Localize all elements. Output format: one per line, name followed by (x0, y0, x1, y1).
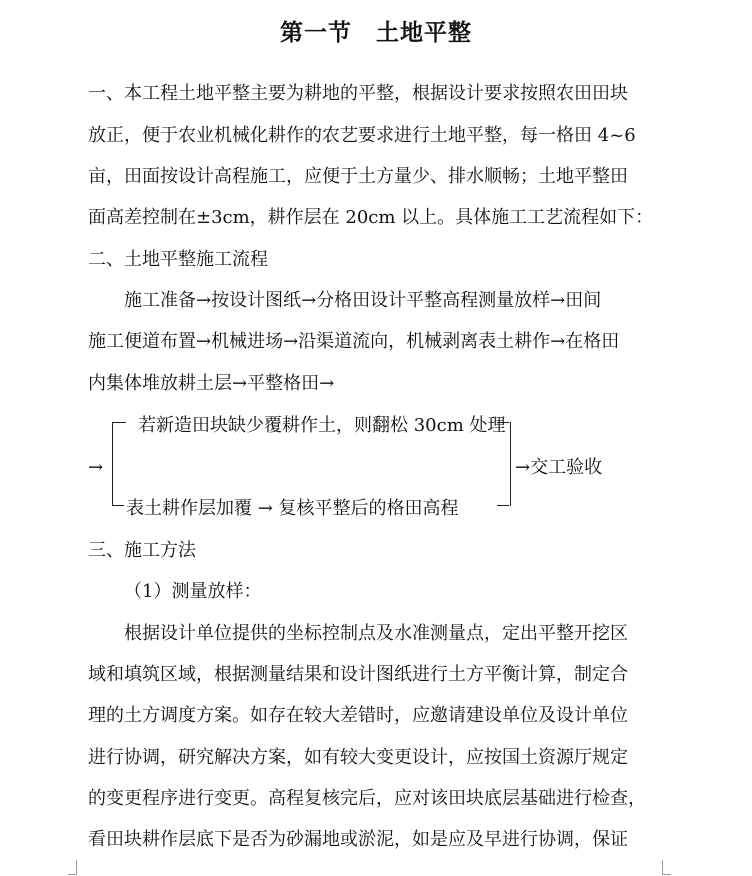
paragraph-line: 亩，田面按设计高程施工，应便于土方量少、排水顺畅；土地平整田 (88, 166, 628, 187)
flow-branch-bottom: 表土耕作层加覆 → 复核平整后的格田高程 (126, 498, 459, 519)
margin-corner-mark-right (662, 860, 671, 875)
section-heading: 三、施工方法 (88, 540, 196, 561)
flow-exit: →交工验收 (515, 457, 603, 478)
paragraph-line: 理的土方调度方案。如存在较大差错时，应邀请建设单位及设计单位 (88, 705, 628, 726)
paragraph-line: 施工便道布置→机械进场→沿渠道流向，机械剥离表土耕作→在格田 (88, 331, 620, 352)
paragraph-line: 面高差控制在±3cm，耕作层在 20cm 以上。具体施工工艺流程如下： (88, 207, 654, 228)
section-heading: 二、土地平整施工流程 (88, 249, 268, 270)
paragraph-line: 域和填筑区域，根据测量结果和设计图纸进行土方平衡计算，制定合 (88, 664, 628, 685)
paragraph-line: 看田块耕作层底下是否为砂漏地或淤泥，如是应及早进行协调，保证 (88, 829, 628, 850)
paragraph-line: 根据设计单位提供的坐标控制点及水准测量点，定出平整开挖区 (124, 623, 628, 644)
margin-corner-mark-left (68, 860, 77, 875)
bracket-tick-bottom-right (497, 505, 509, 506)
paragraph-line: 进行协调，研究解决方案，如有较大变更设计，应按国土资源厅规定 (88, 747, 628, 768)
flow-branch-top: 若新造田块缺少覆耕作土，则翻松 30cm 处理 (138, 415, 506, 436)
paragraph-line: 一、本工程土地平整主要为耕地的平整，根据设计要求按照农田田块 (88, 83, 628, 104)
paragraph-line: 放正，便于农业机械化耕作的农艺要求进行土地平整，每一格田 4~6 (88, 125, 636, 146)
paragraph-line: 内集体堆放耕土层→平整格田→ (88, 373, 335, 394)
paragraph-line: 的变更程序进行变更。高程复核完后，应对该田块底层基础进行检查， (88, 788, 646, 809)
section-title: 第一节 土地平整 (280, 20, 472, 46)
bracket-tick-top-left (112, 422, 126, 423)
sub-heading: （1）测量放样： (124, 581, 262, 602)
paragraph-line: 施工准备→按设计图纸→分格田设计平整高程测量放样→田间 (124, 290, 602, 311)
flow-entry-arrow: → (88, 457, 104, 478)
bracket-tick-bottom-left (112, 505, 124, 506)
